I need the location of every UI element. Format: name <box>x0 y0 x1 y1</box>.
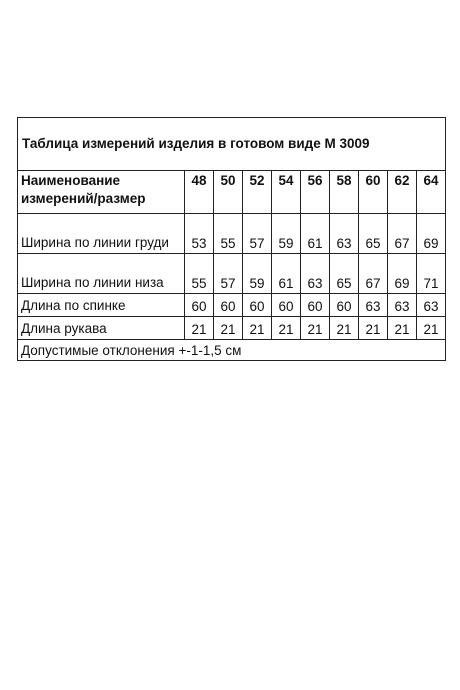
row-label: Ширина по линии низа <box>18 254 185 294</box>
row-label: Ширина по линии груди <box>18 214 185 254</box>
value-cell: 63 <box>417 294 446 317</box>
table-row <box>18 294 446 317</box>
value-cell: 65 <box>359 214 388 254</box>
title-row <box>18 118 446 171</box>
size-header: 52 <box>243 171 272 214</box>
size-header: 60 <box>359 171 388 214</box>
value-cell: 65 <box>330 254 359 294</box>
value-cell: 60 <box>330 294 359 317</box>
table-row <box>18 214 446 254</box>
tolerance-note: Допустимые отклонения +-1-1,5 см <box>18 340 446 361</box>
value-cell: 21 <box>417 317 446 340</box>
value-cell: 60 <box>214 294 243 317</box>
row-label: Длина рукава <box>18 317 185 340</box>
value-cell: 63 <box>359 294 388 317</box>
header-label: Наименование измерений/размер <box>18 171 185 214</box>
value-cell: 61 <box>272 254 301 294</box>
table-title: Таблица измерений изделия в готовом виде М 3009 <box>18 118 446 171</box>
value-cell: 21 <box>388 317 417 340</box>
header-row <box>18 171 446 214</box>
value-cell: 71 <box>417 254 446 294</box>
size-header: 54 <box>272 171 301 214</box>
value-cell: 63 <box>388 294 417 317</box>
size-header: 64 <box>417 171 446 214</box>
value-cell: 63 <box>301 254 330 294</box>
value-cell: 21 <box>272 317 301 340</box>
value-cell: 67 <box>359 254 388 294</box>
value-cell: 55 <box>185 254 214 294</box>
size-header: 50 <box>214 171 243 214</box>
value-cell: 21 <box>243 317 272 340</box>
value-cell: 55 <box>214 214 243 254</box>
value-cell: 67 <box>388 214 417 254</box>
value-cell: 60 <box>301 294 330 317</box>
value-cell: 60 <box>185 294 214 317</box>
note-row <box>18 340 446 361</box>
size-header: 58 <box>330 171 359 214</box>
value-cell: 59 <box>272 214 301 254</box>
size-header: 48 <box>185 171 214 214</box>
table-row <box>18 317 446 340</box>
value-cell: 21 <box>330 317 359 340</box>
value-cell: 21 <box>359 317 388 340</box>
size-header: 56 <box>301 171 330 214</box>
size-header: 62 <box>388 171 417 214</box>
row-label: Длина по спинке <box>18 294 185 317</box>
value-cell: 59 <box>243 254 272 294</box>
value-cell: 61 <box>301 214 330 254</box>
value-cell: 21 <box>301 317 330 340</box>
value-cell: 60 <box>272 294 301 317</box>
value-cell: 57 <box>243 214 272 254</box>
value-cell: 57 <box>214 254 243 294</box>
value-cell: 60 <box>243 294 272 317</box>
value-cell: 63 <box>330 214 359 254</box>
table-row <box>18 254 446 294</box>
size-table <box>17 117 446 361</box>
value-cell: 21 <box>214 317 243 340</box>
value-cell: 69 <box>417 214 446 254</box>
value-cell: 69 <box>388 254 417 294</box>
value-cell: 53 <box>185 214 214 254</box>
value-cell: 21 <box>185 317 214 340</box>
